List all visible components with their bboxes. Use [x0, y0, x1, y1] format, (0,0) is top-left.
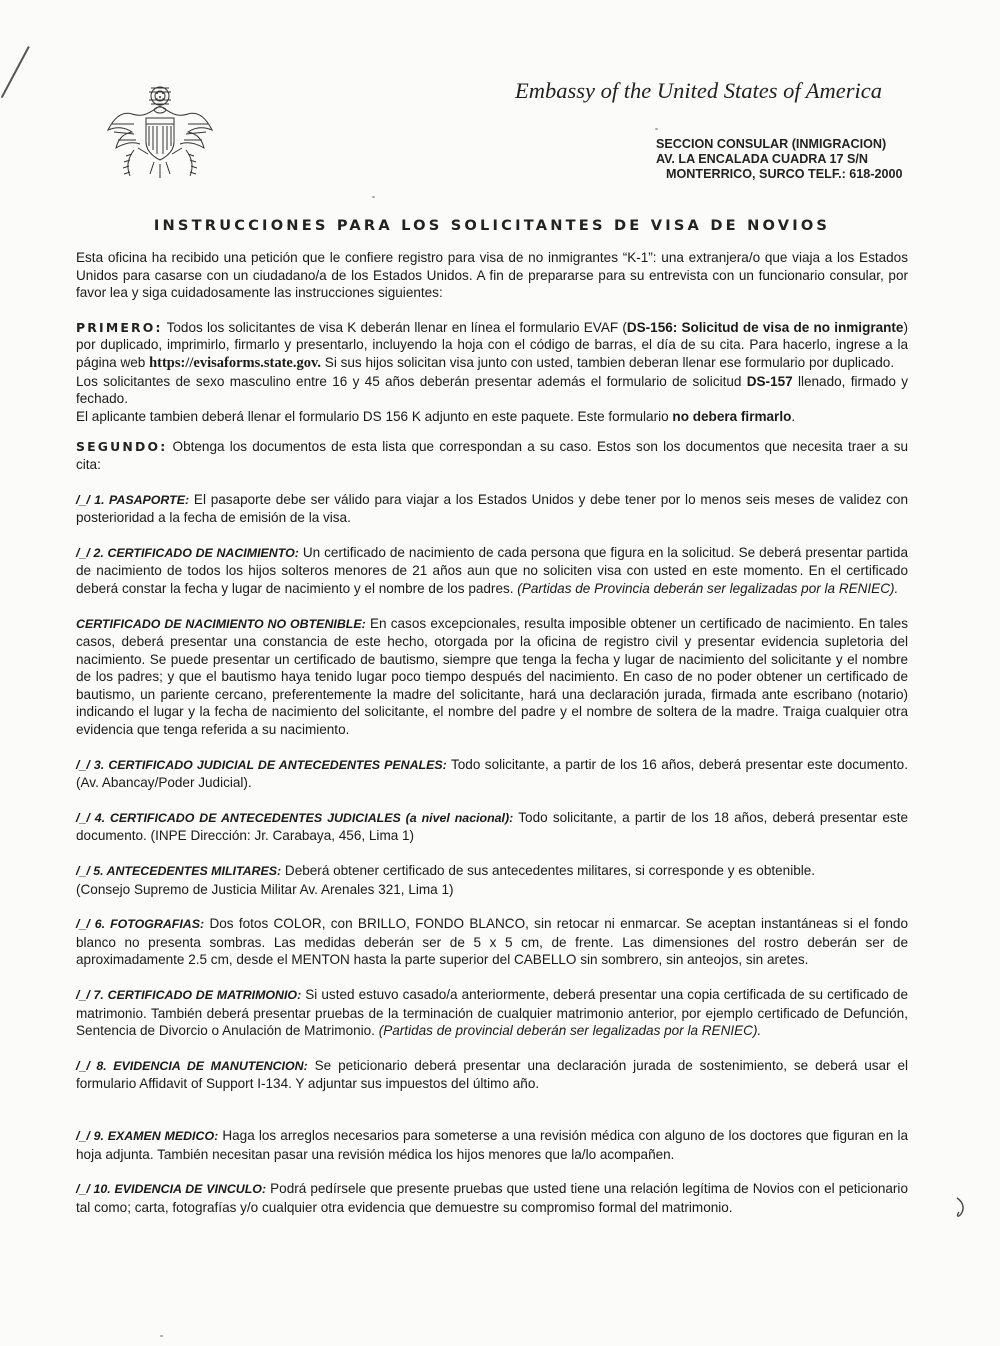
segundo-label: SEGUNDO:: [76, 439, 168, 455]
item-label: CERTIFICADO DE NACIMIENTO NO OBTENIBLE:: [76, 616, 366, 631]
scan-margin-mark: [953, 1196, 967, 1222]
item-label: /_/ 9. EXAMEN MEDICO:: [76, 1128, 219, 1143]
item-judiciales: /_/ 4. CERTIFICADO DE ANTECEDENTES JUDICIALES (a nivel nacional): Todo solicitante, a partir de los 18 años, deberá presentar este documento. (INPE Dirección: Jr. Carabaya, 456, Lima 1): [76, 809, 909, 844]
item-label: /_/ 1. PASAPORTE:: [76, 492, 190, 507]
ds157-paragraph: Los solicitantes de sexo masculino entre 16 y 45 años deberán presentar además el formulario de solicitud DS-157 llenado, firmado y fechado.: [76, 373, 908, 407]
item-militares: /_/ 5. ANTECEDENTES MILITARES: Deberá obtener certificado de sus antecedentes militares, si corresponde y es obtenible.: [76, 863, 816, 879]
item-manutencion: /_/ 8. EVIDENCIA DE MANUTENCION: Se peticionario deberá presentar una declaración jurada de sostenimiento, se deberá usar el formulario Affidavit of Support I-134. Y adjuntar sus impuestos del último año.: [76, 1057, 908, 1092]
address-line-3: MONTERRICO, SURCO TELF.: 618-2000: [666, 166, 903, 181]
item-fotografias: /_/ 6. FOTOGRAFIAS: Dos fotos COLOR, con BRILLO, FONDO BLANCO, sin retocar ni enmarcar. Se aceptan instantáneas si el fondo blanco no presenta sombras. Las medidas deberán ser de 5 x 5 cm, de frente. Las dimensiones del rostro deberán ser de aproximadamente 2.5 cm, desde el MENTON hasta la parte superior del CABELLO sin sombrero, sin anteojos, sin aretes.: [76, 916, 908, 968]
ds156k-paragraph: El aplicante tambien deberá llenar el formulario DS 156 K adjunto en este paquete. Este formulario no debera firmarlo.: [76, 408, 796, 424]
primero-label: PRIMERO:: [76, 319, 163, 335]
consular-address: [656, 137, 956, 181]
item-no-obtenible: CERTIFICADO DE NACIMIENTO NO OBTENIBLE: En casos excepcionales, resulta imposible obtener un certificado de nacimiento. En tales casos, deberá presentar una constancia de este hecho, otorgada por la oficina de registro civil y presentar evidencia supletoria del nacimiento. Se puede presentar un certificado de bautismo, siempre que tenga la fecha y lugar de nacimiento del solicitante y el nombre de los padres; y que el bautismo haya tenido lugar poco tiempo después del nacimiento. En caso de no poder obtener un certificado de bautismo, un pariente cercano, preferentemente la madre del solicitante, hará una declaración jurada, firmada ante escribano (notario) indicando el lugar y la fecha de nacimiento del solicitante, el nombre del padre y el nombre de soltera de la madre. Traiga cualquier otra evidencia que tenga referida a su nacimiento.: [76, 615, 908, 738]
item-militares-address: (Consejo Supremo de Justicia Militar Av. Arenales 321, Lima 1): [76, 881, 454, 897]
embassy-title: Embassy of the United States of America: [515, 78, 883, 103]
address-line-2: AV. LA ENCALADA CUADRA 17 S/N: [656, 151, 869, 166]
primero-paragraph: PRIMERO: Todos los solicitantes de visa K deberán llenar en línea el formulario EVAF (DS-156: Solicitud de visa de no inmigrante) por duplicado, imprimirlo, firmarlo y presentarlo, incluyendo la hoja con el código de barras, el día de su cita. Para hacerlo, ingrese a la página web https://evisaforms.state.gov. Si sus hijos solicitan visa junto con usted, tambien deberan llenar ese formulario por duplicado.: [76, 319, 908, 371]
intro-paragraph: Esta oficina ha recibido una petición que le confiere registro para visa de no inmigrantes “K-1”: una extranjera/o que viaja a los Estados Unidos para casarse con un ciudadano/a de los Estados Unidos. A fin de prepararse para su entrevista con un funcionario consular, por favor lea y siga cuidadosamente las instrucciones siguientes:: [76, 250, 908, 301]
item-penales: /_/ 3. CERTIFICADO JUDICIAL DE ANTECEDENTES PENALES: Todo solicitante, a partir de los 16 años, deberá presentar este documento. (Av. Abancay/Poder Judicial).: [76, 756, 908, 791]
item-label: /_/ 10. EVIDENCIA DE VINCULO:: [76, 1182, 267, 1197]
evisa-link[interactable]: https://evisaforms.state.gov.: [149, 354, 322, 371]
address-line-1: SECCION CONSULAR (INMIGRACION): [656, 137, 887, 151]
item-medico: /_/ 9. EXAMEN MEDICO: Haga los arreglos necesarios para someterse a una revisión médica con alguno de los doctores que figuran en la hoja adjunta. También necesitan pasar una revisión médica los hijos menores que la/lo acompañen.: [76, 1127, 909, 1162]
segundo-paragraph: SEGUNDO: Obtenga los documentos de esta lista que correspondan a su caso. Estos son los documentos que necesita traer a su cita:: [76, 439, 908, 472]
scan-speck: [372, 196, 375, 198]
item-label: /_/ 3. CERTIFICADO JUDICIAL DE ANTECEDENTES PENALES:: [76, 757, 447, 772]
item-pasaporte: /_/ 1. PASAPORTE: El pasaporte debe ser válido para viajar a los Estados Unidos y debe tener por lo menos seis meses de validez con posterioridad a la fecha de emisión de la visa.: [76, 491, 909, 526]
item-label: /_/ 4. CERTIFICADO DE ANTECEDENTES JUDICIALES (a nivel nacional):: [76, 810, 514, 825]
scan-speck: [655, 128, 658, 130]
item-label: /_/ 2. CERTIFICADO DE NACIMIENTO:: [76, 545, 299, 560]
us-eagle-seal-icon: [104, 84, 216, 184]
item-nacimiento: /_/ 2. CERTIFICADO DE NACIMIENTO: Un certificado de nacimiento de cada persona que figura en la solicitud. Se deberá presentar partida de nacimiento de todos los hijos solteros menores de 21 años aun que no soliciten visa con usted en este momento. En el certificado deberá constar la fecha y lugar de nacimiento y el nombre de los padres. (Partidas de Provincia deberán ser legalizadas por la RENIEC).: [76, 544, 908, 596]
document-title: INSTRUCCIONES PARA LOS SOLICITANTES DE VISA DE NOVIOS: [153, 217, 831, 234]
item-label: /_/ 7. CERTIFICADO DE MATRIMONIO:: [76, 988, 302, 1002]
item-matrimonio: /_/ 7. CERTIFICADO DE MATRIMONIO: Si usted estuvo casado/a anteriormente, deberá presentar una copia certificada de su certificado de matrimonio. También deberá presentar pruebas de la terminación de cualquier matrimonio anterior, por ejemplo certificado de Defunción, Sentencia de Divorcio o Anulación de Matrimonio. (Partidas de provincial deberán ser legalizadas por la RENIEC).: [76, 987, 908, 1039]
scan-speck: [160, 1335, 163, 1337]
document-body: [76, 249, 908, 1216]
item-label: /_/ 8. EVIDENCIA DE MANUTENCION:: [76, 1058, 308, 1073]
item-label: /_/ 5. ANTECEDENTES MILITARES:: [76, 864, 282, 879]
item-label: /_/ 6. FOTOGRAFIAS:: [76, 917, 205, 932]
item-vinculo: /_/ 10. EVIDENCIA DE VINCULO: Podrá pedírsele que presente pruebas que usted tiene una relación legítima de Novios con el peticionario tal como; carta, fotografías y/o cualquier otra evidencia que demuestre su compromiso formal del matrimonio.: [76, 1181, 908, 1215]
scan-pen-mark: [1, 46, 30, 98]
